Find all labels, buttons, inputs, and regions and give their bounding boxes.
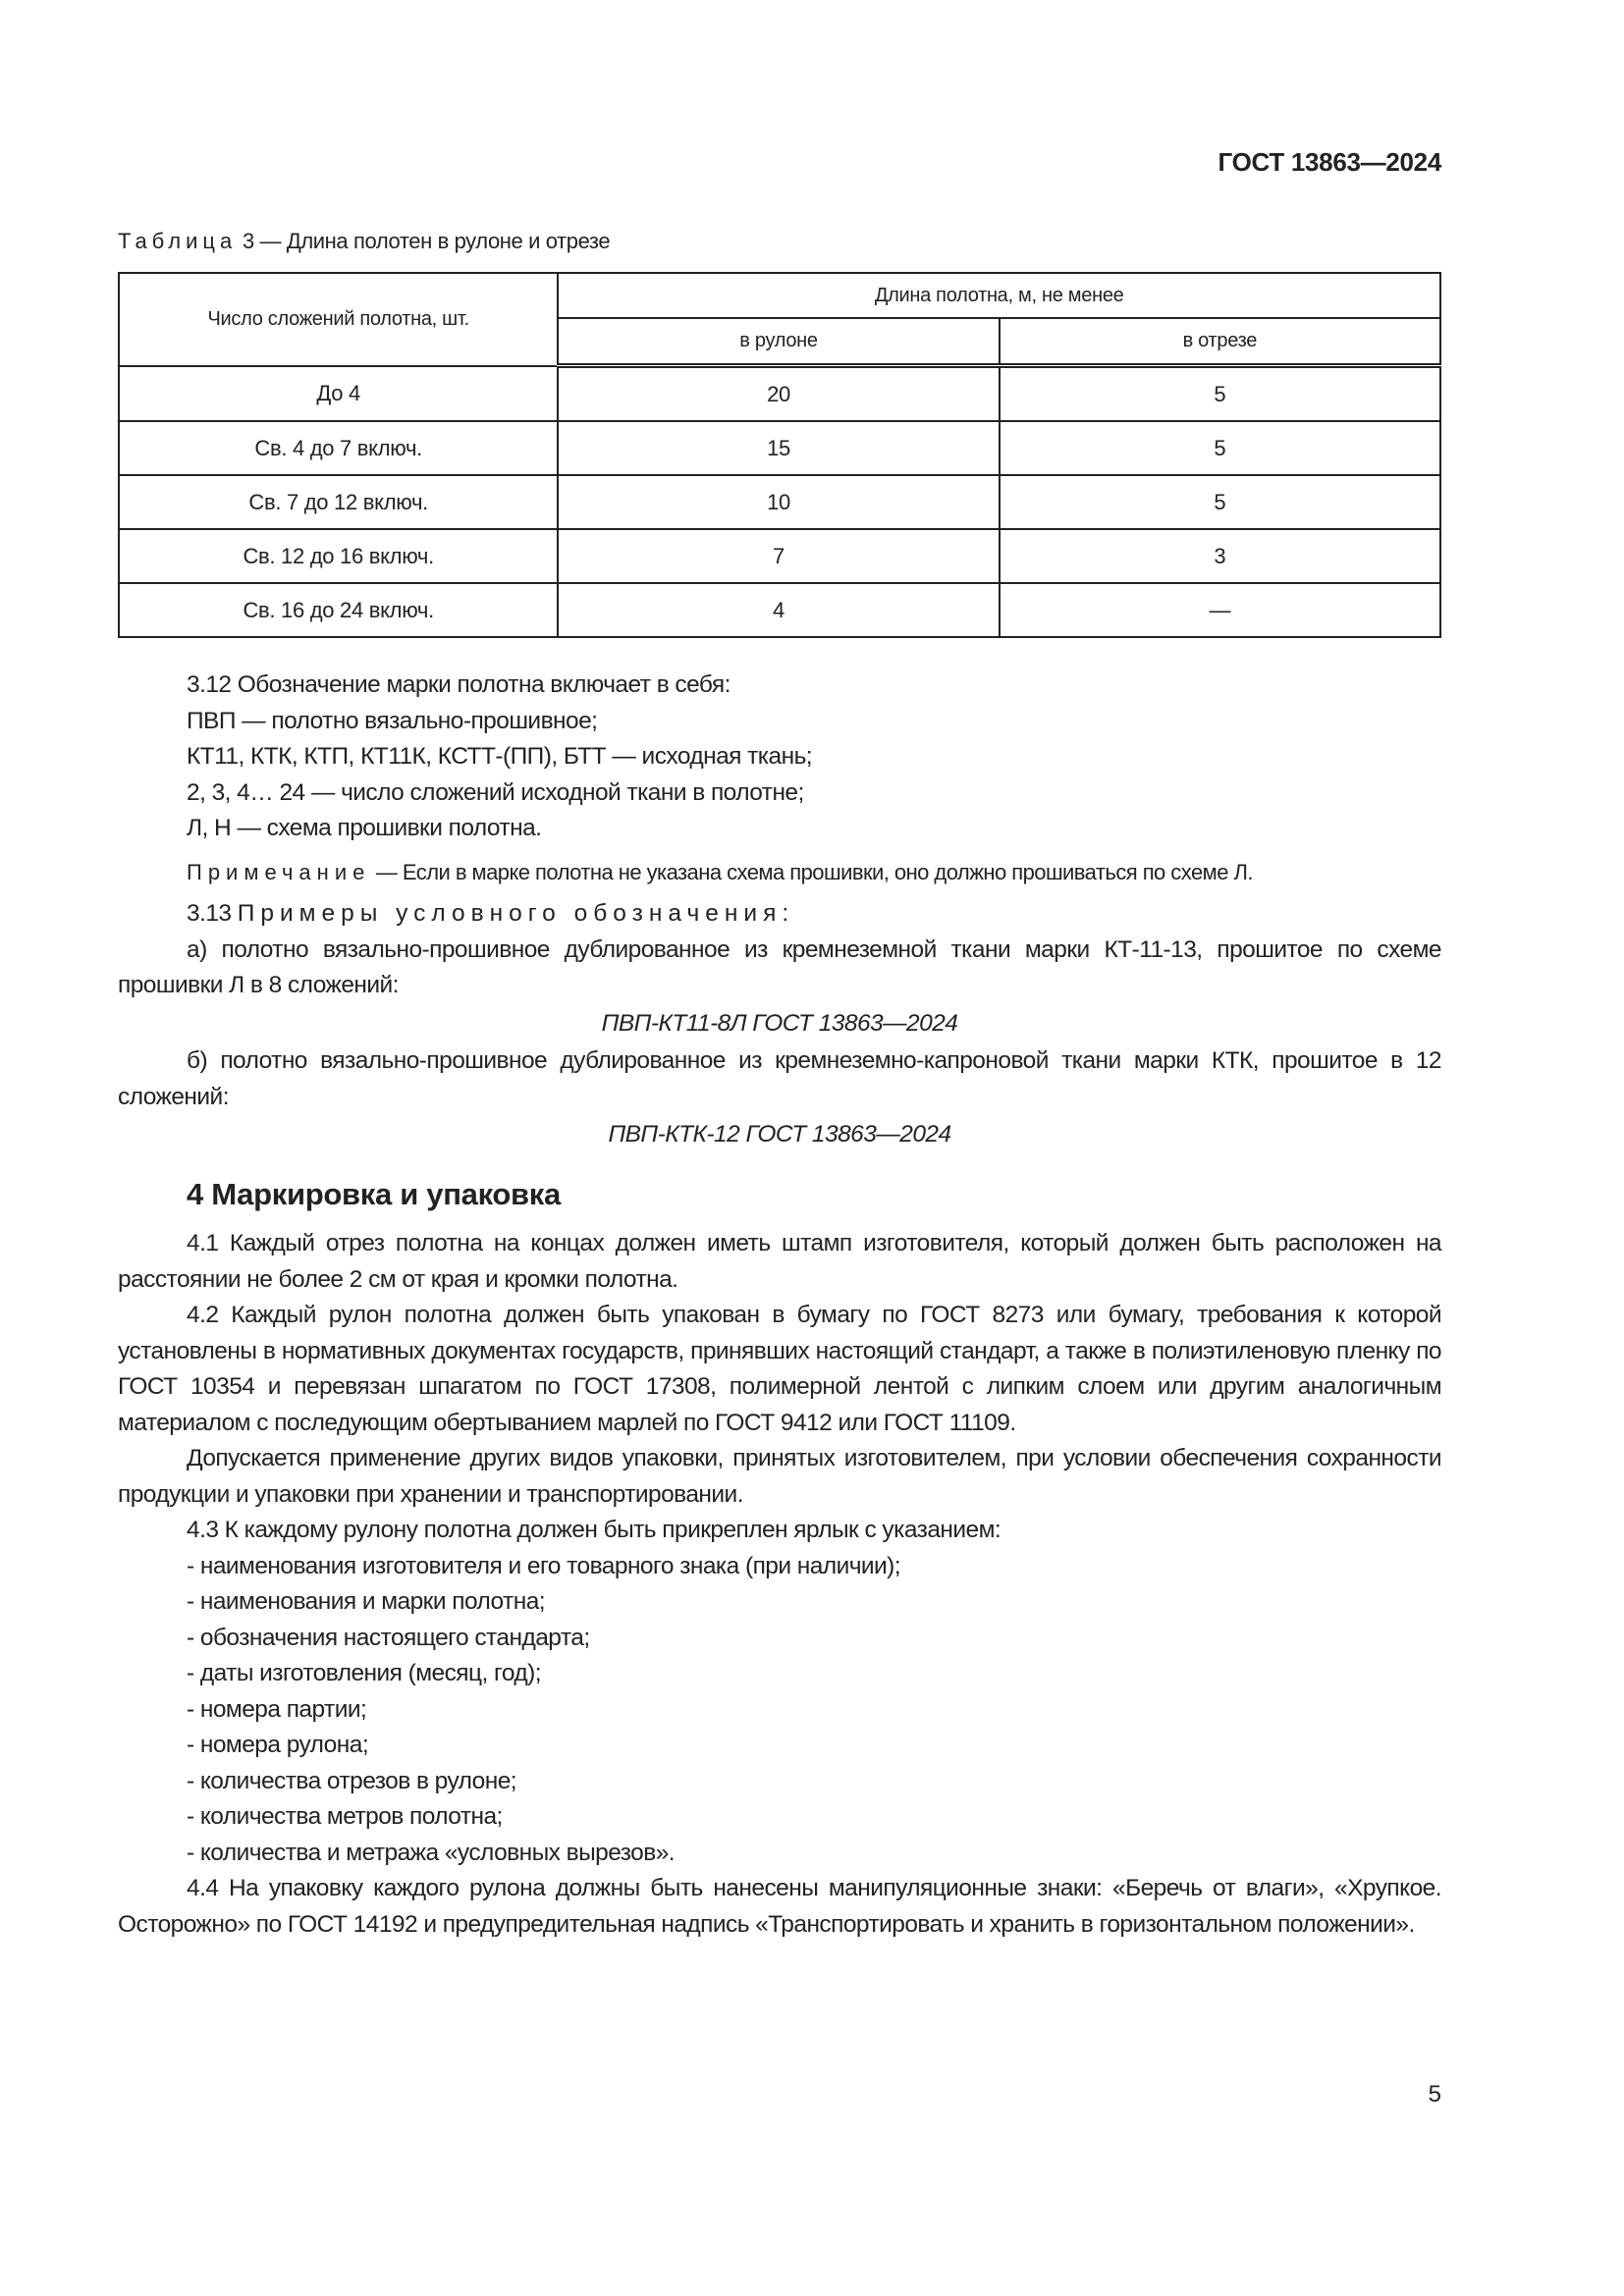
- document-id-header: ГОСТ 13863—2024: [1218, 147, 1441, 177]
- cell-cut: 3: [1000, 529, 1440, 583]
- clause-4-2: 4.2 Каждый рулон полотна должен быть упакован в бумагу по ГОСТ 8273 или бумагу, требования к которой установлены в нормативных документах государств, принявших настоящий стандарт, а также в полиэтиленовую пленку по ГОСТ 10354 и перевязан шпагатом по ГОСТ 17308, полимерной лентой с липким слоем или другим аналогичным материалом с последующим обертыванием марлей по ГОСТ 9412 или ГОСТ 11109.: [118, 1302, 1441, 1436]
- clause-3-12-line: Л, Н — схема прошивки полотна.: [187, 815, 542, 841]
- cell-cut: 5: [1000, 366, 1440, 422]
- list-item: - количества и метража «условных вырезов».: [187, 1839, 676, 1866]
- list-item: - номера рулона;: [187, 1732, 369, 1758]
- clause-4-4: 4.4 На упаковку каждого рулона должны быть нанесены манипуляционные знаки: «Беречь от влаги», «Хрупкое. Осторожно» по ГОСТ 14192 и предупредительная надпись «Транспортировать и хранить в горизонтальном положении».: [118, 1875, 1441, 1938]
- list-item: - количества отрезов в рулоне;: [187, 1767, 517, 1794]
- table-row: [119, 529, 1440, 583]
- table-row: [119, 421, 1440, 475]
- example-b-code: ПВП-КТК-12 ГОСТ 13863—2024: [608, 1121, 951, 1148]
- clause-number: 3.13: [187, 900, 238, 927]
- cell-cut: —: [1000, 583, 1440, 637]
- list-item: - номера партии;: [187, 1695, 367, 1723]
- example-b: б) полотно вязально-прошивное дублированное из кремнеземно-капроновой ткани марки КТК, прошитое в 12 сложений:: [118, 1047, 1441, 1110]
- cell-roll: 4: [558, 583, 999, 637]
- clause-4-1: 4.1 Каждый отрез полотна на концах должен иметь штамп изготовителя, который должен быть расположен на расстоянии не более 2 см от края и кромки полотна.: [118, 1230, 1441, 1293]
- list-item: - количества метров полотна;: [187, 1803, 503, 1830]
- example-a-code: ПВП-КТ11-8Л ГОСТ 13863—2024: [601, 1009, 958, 1037]
- table-row: [119, 366, 1440, 422]
- clause-3-13-title: [118, 896, 1441, 933]
- cell-roll: 10: [558, 475, 999, 529]
- table-caption-label: Таблица: [118, 229, 238, 253]
- note-label: Примечание: [187, 859, 371, 884]
- table-row: [119, 583, 1440, 637]
- cell-folds: Св. 12 до 16 включ.: [119, 529, 558, 583]
- cell-folds: Св. 4 до 7 включ.: [119, 421, 558, 475]
- table-caption-text: 3 — Длина полотен в рулоне и отрезе: [237, 229, 611, 253]
- list-item: - даты изготовления (месяц, год);: [187, 1660, 542, 1686]
- clause-title: Примеры условного обозначения:: [237, 900, 795, 927]
- cell-cut: 5: [1000, 475, 1440, 529]
- clause-3-12-line: КТ11, КТК, КТП, КТ11К, КСТТ-(ПП), БТТ — исходная ткань;: [187, 743, 813, 770]
- clause-3-12-line: 2, 3, 4… 24 — число сложений исходной ткани в полотне;: [187, 778, 804, 806]
- clause-3-12-line: ПВП — полотно вязально-прошивное;: [187, 707, 598, 734]
- col-header-roll: в рулоне: [558, 318, 999, 366]
- body-text: [118, 667, 1441, 1943]
- table-row: [119, 475, 1440, 529]
- col-group-header-length: Длина полотна, м, не менее: [558, 273, 1440, 318]
- cell-roll: 20: [558, 366, 999, 422]
- list-item: - наименования и марки полотна;: [187, 1588, 546, 1615]
- list-item: - обозначения настоящего стандарта;: [187, 1624, 590, 1651]
- cell-roll: 15: [558, 421, 999, 475]
- clause-4-3: 4.3 К каждому рулону полотна должен быть прикреплен ярлык с указанием:: [187, 1517, 1001, 1543]
- section-heading: 4 Маркировка и упаковка: [187, 1176, 561, 1211]
- cell-roll: 7: [558, 529, 999, 583]
- list-item: - наименования изготовителя и его товарного знака (при наличии);: [187, 1552, 901, 1579]
- clause-4-2-cont: Допускается применение других видов упаковки, принятых изготовителем, при условии обеспечения сохранности продукции и упаковки при хранении и транспортировании.: [118, 1445, 1441, 1508]
- col-header-cut: в отрезе: [1000, 318, 1440, 366]
- cell-folds: До 4: [119, 366, 558, 422]
- note: [187, 855, 1441, 891]
- note-text: — Если в марке полотна не указана схема прошивки, оно должно прошиваться по схеме Л.: [370, 859, 1253, 884]
- table-caption: [118, 229, 610, 254]
- col-header-folds: Число сложений полотна, шт.: [119, 273, 558, 366]
- example-a: а) полотно вязально-прошивное дублированное из кремнеземной ткани марки КТ-11-13, прошитое по схеме прошивки Л в 8 сложений:: [118, 935, 1441, 998]
- cell-folds: Св. 7 до 12 включ.: [119, 475, 558, 529]
- page-number: 5: [1428, 2081, 1441, 2108]
- cell-cut: 5: [1000, 421, 1440, 475]
- cell-folds: Св. 16 до 24 включ.: [119, 583, 558, 637]
- length-table: [118, 272, 1441, 638]
- clause-3-12-title: 3.12 Обозначение марки полотна включает в себя:: [187, 671, 731, 698]
